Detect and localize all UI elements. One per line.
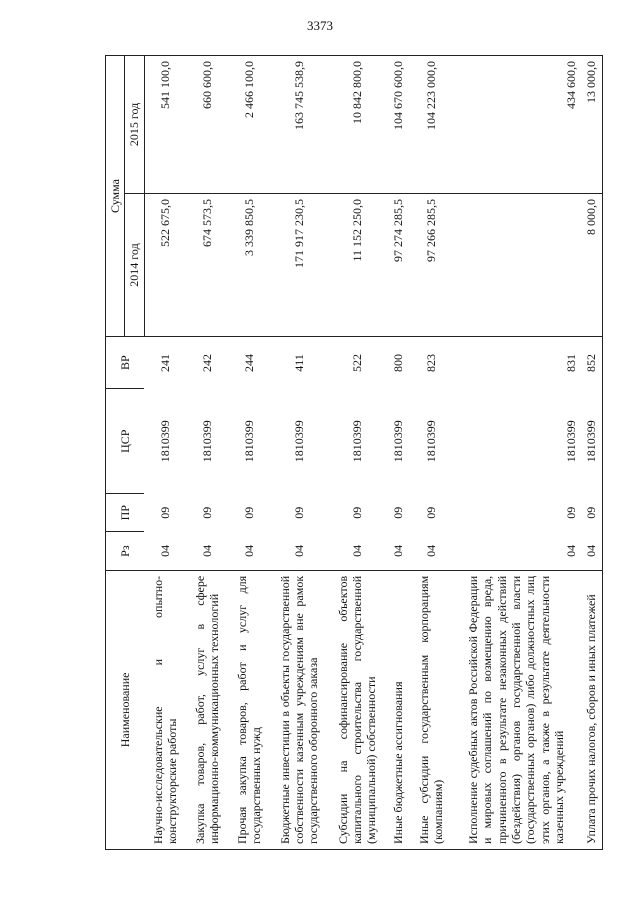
- row-2014: [452, 193, 580, 336]
- row-vr: 800: [386, 337, 410, 389]
- row-name: Иные субсидии государственным корпорациям (компаниям): [410, 570, 452, 849]
- table-row: [270, 56, 328, 850]
- table-row: [228, 56, 270, 850]
- header-2015: 2015 год: [125, 56, 144, 194]
- row-csr: 1810399: [580, 389, 602, 494]
- row-2014: 3 339 850,5: [228, 193, 270, 336]
- page-number: 3373: [307, 18, 333, 33]
- row-pr: 09: [242, 506, 257, 519]
- row-csr: 1810399: [200, 420, 215, 463]
- header-pr: ПР: [106, 494, 145, 532]
- table-row: [328, 56, 386, 850]
- row-name: Субсидии на софинансирование объектов капитального строительства государственной (муниципальной) собственности: [328, 570, 386, 849]
- row-2015: 541 100,0: [144, 56, 186, 194]
- row-csr: 1810399: [158, 420, 173, 463]
- header-sum: Сумма: [106, 56, 125, 337]
- row-2014: 171 917 230,5: [270, 193, 328, 336]
- row-pr: 09: [424, 506, 439, 519]
- row-name: Научно-исследовательские и опытно-конструкторские работы: [144, 570, 186, 849]
- header-2014: 2014 год: [125, 193, 144, 336]
- row-name: Иные бюджетные ассигнования: [386, 570, 410, 849]
- row-rz: 04: [386, 532, 410, 570]
- row-pr: 09: [158, 506, 173, 519]
- row-2015: 660 600,0: [186, 56, 228, 194]
- row-csr: 1810399: [350, 420, 365, 463]
- row-name: Бюджетные инвестиции в объекты государственной собственности казенным учреждениям вне рамок государственного оборонного заказа: [270, 570, 328, 849]
- row-2015: 434 600,0: [452, 56, 580, 194]
- row-2015: 10 842 800,0: [328, 56, 386, 194]
- row-name: Уплата прочих налогов, сборов и иных платежей: [580, 570, 602, 849]
- row-rz: 04: [270, 532, 328, 570]
- row-2015: 104 223 000,0: [410, 56, 452, 194]
- row-2014: 11 152 250,0: [328, 193, 386, 336]
- row-csr: 1810399: [242, 420, 257, 463]
- row-2014: 97 266 285,5: [410, 193, 452, 336]
- row-name: Закупка товаров, работ, услуг в сфере информационно-коммуникационных технологий: [186, 570, 228, 849]
- row-vr: 522: [328, 337, 386, 389]
- row-vr: 823: [410, 337, 452, 389]
- row-2015: 13 000,0: [580, 56, 602, 194]
- row-rz: 04: [410, 532, 452, 570]
- row-pr: 09: [580, 494, 602, 532]
- table-row: [452, 56, 580, 850]
- table-row: [386, 56, 410, 850]
- row-vr: 242: [186, 337, 228, 389]
- table-row: [186, 56, 228, 850]
- budget-table-rotated: [105, 55, 598, 850]
- row-pr: 09: [563, 506, 578, 519]
- header-name: Наименование: [106, 570, 145, 849]
- row-rz: 04: [580, 532, 602, 570]
- row-pr: 09: [391, 506, 406, 519]
- row-2014: 97 274 285,5: [386, 193, 410, 336]
- table-row: [144, 56, 186, 850]
- row-name: Исполнение судебных актов Российской Федерации и мировых соглашений по возмещению вреда, причиненного в результате незаконных действий (бездействия) органов государственной власти (государственных органов) либо должностных лиц этих органов, а также в результате деятельности казенных учреждений: [452, 570, 580, 849]
- table-row: [410, 56, 452, 850]
- row-csr: 1810399: [563, 420, 578, 463]
- row-vr: 411: [270, 337, 328, 389]
- row-csr: 1810399: [424, 420, 439, 463]
- row-2014: 522 675,0: [144, 193, 186, 336]
- table-row: [580, 56, 602, 850]
- row-rz: 04: [186, 532, 228, 570]
- row-2015: 163 745 538,9: [270, 56, 328, 194]
- header-csr: ЦСР: [106, 389, 145, 494]
- row-2014: 8 000,0: [580, 193, 602, 336]
- budget-table: [105, 55, 603, 850]
- row-pr: 09: [200, 506, 215, 519]
- row-rz: 04: [144, 532, 186, 570]
- header-vr: ВР: [106, 337, 145, 389]
- row-pr: 09: [292, 506, 307, 519]
- header-rz: Рз: [106, 532, 145, 570]
- row-2015: 2 466 100,0: [228, 56, 270, 194]
- row-rz: 04: [328, 532, 386, 570]
- row-vr: 241: [144, 337, 186, 389]
- row-vr: 244: [228, 337, 270, 389]
- row-vr: 831: [452, 337, 580, 389]
- row-2015: 104 670 600,0: [386, 56, 410, 194]
- row-name: Прочая закупка товаров, работ и услуг для государственных нужд: [228, 570, 270, 849]
- row-csr: 1810399: [391, 420, 406, 463]
- row-rz: 04: [452, 532, 580, 570]
- row-vr: 852: [580, 337, 602, 389]
- row-pr: 09: [350, 506, 365, 519]
- row-rz: 04: [228, 532, 270, 570]
- row-2014: 674 573,5: [186, 193, 228, 336]
- row-csr: 1810399: [292, 420, 307, 463]
